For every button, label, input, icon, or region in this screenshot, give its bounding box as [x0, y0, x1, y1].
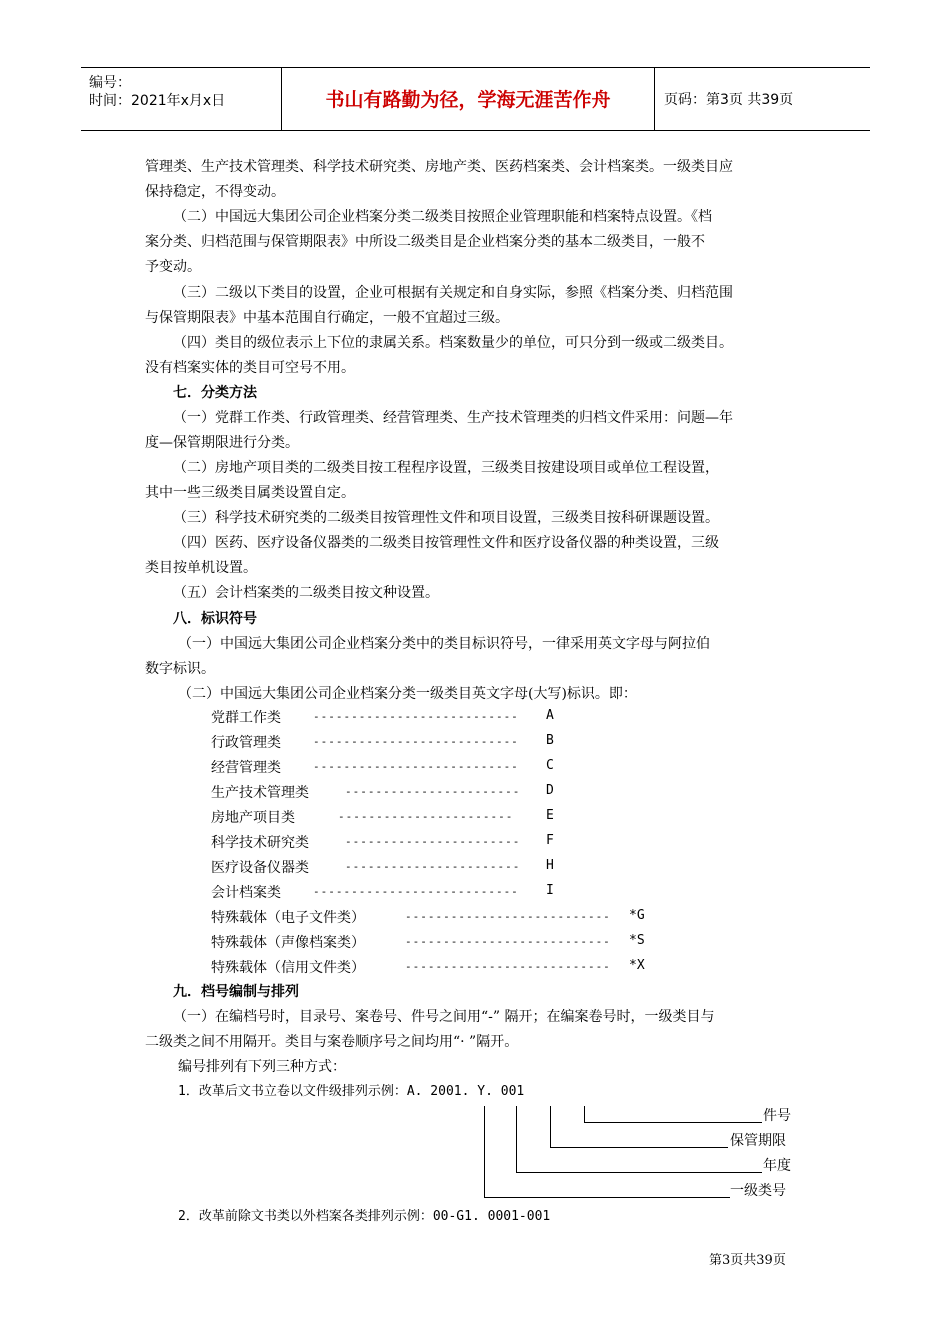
category-label: 行政管理类: [211, 735, 281, 751]
paragraph-line: 保持稳定，不得变动。: [145, 184, 285, 200]
header-meta-cell: [81, 68, 282, 130]
motto: 书山有路勤为径，学海无涯苦作舟: [325, 89, 611, 111]
paragraph-line: （三）科学技术研究类的二级类目按管理性文件和项目设置，三级类目按科研课题设置。: [173, 510, 719, 526]
document-header: [81, 67, 870, 131]
category-code: C: [546, 758, 554, 773]
paragraph-line: 管理类、生产技术管理类、科学技术研究类、房地产类、医药档案类、会计档案类。一级类目应: [145, 159, 733, 175]
tree-label: 年度: [763, 1158, 791, 1174]
category-dashes: ---------------------------: [313, 885, 519, 898]
section-heading-8: 八．标识符号: [173, 611, 257, 627]
category-dashes: -----------------------: [345, 835, 521, 848]
time-label: 时间：2021年x月x日: [89, 93, 226, 109]
paragraph-line: 没有档案实体的类目可空号不用。: [145, 360, 355, 376]
tree-line: [516, 1106, 517, 1173]
category-code: D: [546, 783, 554, 798]
tree-label: 件号: [763, 1108, 791, 1124]
category-code: E: [546, 808, 554, 823]
tree-line: [584, 1122, 762, 1123]
paragraph-line: 二级类之间不用隔开。类目与案卷顺序号之间均用“· ”隔开。: [145, 1034, 519, 1050]
number-label: 编号：: [89, 75, 131, 91]
paragraph-line: （一）在编档号时，目录号、案卷号、件号之间用“-” 隔开；在编案卷号时，一级类目与: [173, 1009, 715, 1025]
example-2: 2．改革前除文书类以外档案各类排列示例：00-G1. 0001-001: [178, 1209, 551, 1224]
section-heading-9: 九．档号编制与排列: [173, 984, 299, 1000]
category-dashes: ---------------------------: [313, 735, 519, 748]
category-dashes: -----------------------: [338, 810, 514, 823]
paragraph-line: 数字标识。: [145, 661, 215, 677]
paragraph-line: （二）中国远大集团公司企业档案分类二级类目按照企业管理职能和档案特点设置。《档: [173, 209, 712, 225]
category-label: 生产技术管理类: [211, 785, 309, 801]
paragraph-line: （一）中国远大集团公司企业档案分类中的类目标识符号，一律采用英文字母与阿拉伯: [178, 636, 710, 652]
category-code: A: [546, 708, 554, 723]
paragraph-line: 度—保管期限进行分类。: [145, 435, 299, 451]
paragraph-line: （三）二级以下类目的设置，企业可根据有关规定和自身实际，参照《档案分类、归档范围: [173, 285, 733, 301]
tree-label: 一级类号: [730, 1183, 786, 1199]
category-dashes: ---------------------------: [405, 960, 611, 973]
category-label: 经营管理类: [211, 760, 281, 776]
example-1: 1．改革后文书立卷以文件级排列示例：A. 2001. Y. 001: [178, 1084, 525, 1099]
category-dashes: ---------------------------: [313, 710, 519, 723]
category-dashes: ---------------------------: [405, 910, 611, 923]
page-footer: 第3页共39页: [709, 1253, 786, 1268]
tree-line: [484, 1197, 730, 1198]
paragraph-line: 与保管期限表》中基本范围自行确定，一般不宜超过三级。: [145, 310, 509, 326]
section-heading-7: 七．分类方法: [173, 385, 257, 401]
category-label: 科学技术研究类: [211, 835, 309, 851]
category-code: *X: [629, 958, 645, 973]
tree-line: [516, 1172, 762, 1173]
category-dashes: -----------------------: [345, 860, 521, 873]
category-label: 会计档案类: [211, 885, 281, 901]
paragraph-line: 其中一些三级类目属类设置自定。: [145, 485, 355, 501]
paragraph-line: 予变动。: [145, 259, 201, 275]
paragraph-line: 编号排列有下列三种方式：: [178, 1059, 346, 1075]
tree-line: [550, 1147, 728, 1148]
category-code: *G: [629, 908, 645, 923]
category-code: I: [546, 883, 554, 898]
category-label: 党群工作类: [211, 710, 281, 726]
category-dashes: -----------------------: [345, 785, 521, 798]
category-label: 房地产项目类: [211, 810, 295, 826]
tree-line: [584, 1106, 585, 1123]
tree-line: [484, 1106, 485, 1198]
category-code: H: [546, 858, 554, 873]
page-code: 页码：第3页 共39页: [664, 92, 794, 108]
category-code: B: [546, 733, 554, 748]
paragraph-line: 类目按单机设置。: [145, 560, 257, 576]
category-label: 医疗设备仪器类: [211, 860, 309, 876]
paragraph-line: （五）会计档案类的二级类目按文种设置。: [173, 585, 439, 601]
paragraph-line: （二）中国远大集团公司企业档案分类一级类目英文字母(大写)标识。即：: [178, 686, 637, 702]
tree-line: [550, 1106, 551, 1148]
category-code: *S: [629, 933, 645, 948]
category-dashes: ---------------------------: [405, 935, 611, 948]
paragraph-line: （四）类目的级位表示上下位的隶属关系。档案数量少的单位，可只分到一级或二级类目。: [173, 335, 733, 351]
header-motto-cell: [282, 68, 655, 130]
category-label: 特殊载体（声像档案类）: [211, 935, 365, 951]
tree-label: 保管期限: [730, 1133, 786, 1149]
paragraph-line: 案分类、归档范围与保管期限表》中所设二级类目是企业档案分类的基本二级类目，一般不: [145, 234, 705, 250]
paragraph-line: （二）房地产项目类的二级类目按工程程序设置，三级类目按建设项目或单位工程设置，: [173, 460, 719, 476]
paragraph-line: （四）医药、医疗设备仪器类的二级类目按管理性文件和医疗设备仪器的种类设置，三级: [173, 535, 719, 551]
category-dashes: ---------------------------: [313, 760, 519, 773]
category-label: 特殊载体（信用文件类）: [211, 960, 365, 976]
paragraph-line: （一）党群工作类、行政管理类、经营管理类、生产技术管理类的归档文件采用：问题—年: [173, 410, 733, 426]
category-code: F: [546, 833, 554, 848]
category-label: 特殊载体（电子文件类）: [211, 910, 365, 926]
